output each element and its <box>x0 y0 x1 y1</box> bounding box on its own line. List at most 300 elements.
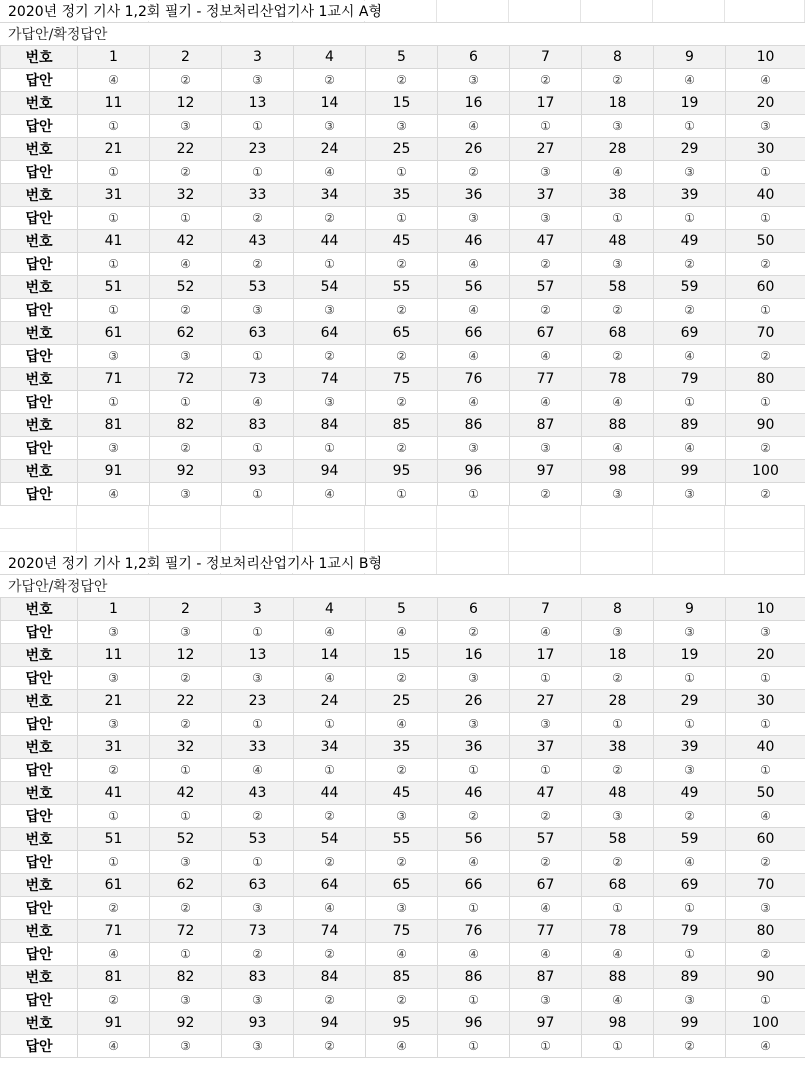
question-number-cell[interactable]: 7 <box>510 46 582 69</box>
number-row-label[interactable]: 번호 <box>1 1012 78 1035</box>
answer-cell[interactable]: ④ <box>294 897 366 920</box>
answer-cell[interactable]: ① <box>150 943 222 966</box>
question-number-cell[interactable]: 41 <box>78 782 150 805</box>
question-number-cell[interactable]: 6 <box>438 46 510 69</box>
question-number-cell[interactable]: 88 <box>582 966 654 989</box>
question-number-cell[interactable]: 25 <box>366 138 438 161</box>
answer-cell[interactable]: ① <box>438 897 510 920</box>
answer-cell[interactable]: ① <box>726 713 805 736</box>
number-row-label[interactable]: 번호 <box>1 46 78 69</box>
question-number-cell[interactable]: 94 <box>294 460 366 483</box>
answer-cell[interactable]: ② <box>366 989 438 1012</box>
question-number-cell[interactable]: 83 <box>222 966 294 989</box>
question-number-cell[interactable]: 51 <box>78 276 150 299</box>
question-number-cell[interactable]: 34 <box>294 184 366 207</box>
question-number-cell[interactable]: 65 <box>366 322 438 345</box>
question-number-cell[interactable]: 53 <box>222 276 294 299</box>
answer-cell[interactable]: ① <box>150 759 222 782</box>
question-number-cell[interactable]: 63 <box>222 874 294 897</box>
answer-cell[interactable]: ③ <box>150 621 222 644</box>
answer-cell[interactable]: ① <box>78 115 150 138</box>
question-number-cell[interactable]: 95 <box>366 460 438 483</box>
number-row-label[interactable]: 번호 <box>1 138 78 161</box>
question-number-cell[interactable]: 16 <box>438 92 510 115</box>
question-number-cell[interactable]: 87 <box>510 414 582 437</box>
question-number-cell[interactable]: 88 <box>582 414 654 437</box>
question-number-cell[interactable]: 21 <box>78 138 150 161</box>
answer-cell[interactable]: ④ <box>582 437 654 460</box>
answer-row-label[interactable]: 답안 <box>1 115 78 138</box>
answer-cell[interactable]: ④ <box>222 759 294 782</box>
answer-cell[interactable]: ③ <box>150 989 222 1012</box>
question-number-cell[interactable]: 69 <box>654 322 726 345</box>
answer-cell[interactable]: ② <box>438 621 510 644</box>
answer-cell[interactable]: ④ <box>654 69 726 92</box>
answer-cell[interactable]: ④ <box>438 851 510 874</box>
question-number-cell[interactable]: 64 <box>294 874 366 897</box>
question-number-cell[interactable]: 54 <box>294 276 366 299</box>
question-number-cell[interactable]: 38 <box>582 736 654 759</box>
answer-cell[interactable]: ① <box>510 1035 582 1058</box>
question-number-cell[interactable]: 99 <box>654 460 726 483</box>
answer-cell[interactable]: ③ <box>582 805 654 828</box>
question-number-cell[interactable]: 28 <box>582 690 654 713</box>
question-number-cell[interactable]: 8 <box>582 46 654 69</box>
answer-cell[interactable]: ② <box>150 69 222 92</box>
answer-cell[interactable]: ② <box>294 345 366 368</box>
question-number-cell[interactable]: 26 <box>438 690 510 713</box>
question-number-cell[interactable]: 59 <box>654 828 726 851</box>
question-number-cell[interactable]: 10 <box>726 598 805 621</box>
question-number-cell[interactable]: 61 <box>78 322 150 345</box>
answer-cell[interactable]: ② <box>654 299 726 322</box>
question-number-cell[interactable]: 18 <box>582 644 654 667</box>
question-number-cell[interactable]: 98 <box>582 460 654 483</box>
answer-cell[interactable]: ① <box>222 483 294 506</box>
question-number-cell[interactable]: 39 <box>654 184 726 207</box>
answer-row-label[interactable]: 답안 <box>1 759 78 782</box>
question-number-cell[interactable]: 76 <box>438 368 510 391</box>
question-number-cell[interactable]: 51 <box>78 828 150 851</box>
answer-cell[interactable]: ① <box>510 115 582 138</box>
question-number-cell[interactable]: 78 <box>582 368 654 391</box>
question-number-cell[interactable]: 57 <box>510 828 582 851</box>
number-row-label[interactable]: 번호 <box>1 874 78 897</box>
answer-cell[interactable]: ② <box>294 69 366 92</box>
question-number-cell[interactable]: 82 <box>150 966 222 989</box>
answer-row-label[interactable]: 답안 <box>1 207 78 230</box>
question-number-cell[interactable]: 21 <box>78 690 150 713</box>
answer-cell[interactable]: ③ <box>654 621 726 644</box>
answer-cell[interactable]: ② <box>510 69 582 92</box>
question-number-cell[interactable]: 9 <box>654 598 726 621</box>
question-number-cell[interactable]: 68 <box>582 322 654 345</box>
answer-row-label[interactable]: 답안 <box>1 345 78 368</box>
answer-cell[interactable]: ① <box>150 391 222 414</box>
question-number-cell[interactable]: 36 <box>438 184 510 207</box>
answer-cell[interactable]: ① <box>726 391 805 414</box>
question-number-cell[interactable]: 19 <box>654 92 726 115</box>
question-number-cell[interactable]: 60 <box>726 276 805 299</box>
answer-cell[interactable]: ② <box>366 667 438 690</box>
question-number-cell[interactable]: 11 <box>78 644 150 667</box>
answer-cell[interactable]: ④ <box>726 805 805 828</box>
question-number-cell[interactable]: 89 <box>654 414 726 437</box>
answer-cell[interactable]: ④ <box>366 621 438 644</box>
answer-cell[interactable]: ① <box>366 207 438 230</box>
question-number-cell[interactable]: 84 <box>294 414 366 437</box>
answer-cell[interactable]: ③ <box>582 115 654 138</box>
question-number-cell[interactable]: 37 <box>510 184 582 207</box>
question-number-cell[interactable]: 71 <box>78 368 150 391</box>
question-number-cell[interactable]: 27 <box>510 138 582 161</box>
question-number-cell[interactable]: 93 <box>222 460 294 483</box>
answer-cell[interactable]: ③ <box>510 161 582 184</box>
answer-cell[interactable]: ① <box>294 437 366 460</box>
question-number-cell[interactable]: 80 <box>726 368 805 391</box>
answer-cell[interactable]: ② <box>150 437 222 460</box>
number-row-label[interactable]: 번호 <box>1 368 78 391</box>
answer-cell[interactable]: ③ <box>150 115 222 138</box>
question-number-cell[interactable]: 23 <box>222 138 294 161</box>
question-number-cell[interactable]: 33 <box>222 184 294 207</box>
question-number-cell[interactable]: 85 <box>366 966 438 989</box>
answer-cell[interactable]: ② <box>366 345 438 368</box>
question-number-cell[interactable]: 56 <box>438 828 510 851</box>
answer-cell[interactable]: ① <box>438 483 510 506</box>
answer-cell[interactable]: ② <box>726 851 805 874</box>
question-number-cell[interactable]: 5 <box>366 598 438 621</box>
answer-cell[interactable]: ③ <box>438 69 510 92</box>
question-number-cell[interactable]: 43 <box>222 230 294 253</box>
answer-cell[interactable]: ② <box>438 805 510 828</box>
answer-cell[interactable]: ① <box>654 207 726 230</box>
answer-cell[interactable]: ③ <box>78 667 150 690</box>
question-number-cell[interactable]: 80 <box>726 920 805 943</box>
number-row-label[interactable]: 번호 <box>1 414 78 437</box>
answer-cell[interactable]: ③ <box>654 759 726 782</box>
answer-cell[interactable]: ① <box>654 667 726 690</box>
question-number-cell[interactable]: 2 <box>150 598 222 621</box>
question-number-cell[interactable]: 85 <box>366 414 438 437</box>
answer-cell[interactable]: ③ <box>150 851 222 874</box>
question-number-cell[interactable]: 48 <box>582 782 654 805</box>
answer-cell[interactable]: ② <box>294 1035 366 1058</box>
answer-cell[interactable]: ① <box>654 391 726 414</box>
question-number-cell[interactable]: 41 <box>78 230 150 253</box>
answer-row-label[interactable]: 답안 <box>1 437 78 460</box>
answer-cell[interactable]: ④ <box>510 345 582 368</box>
answer-cell[interactable]: ④ <box>582 989 654 1012</box>
question-number-cell[interactable]: 11 <box>78 92 150 115</box>
number-row-label[interactable]: 번호 <box>1 828 78 851</box>
question-number-cell[interactable]: 83 <box>222 414 294 437</box>
question-number-cell[interactable]: 96 <box>438 1012 510 1035</box>
answer-row-label[interactable]: 답안 <box>1 483 78 506</box>
question-number-cell[interactable]: 35 <box>366 184 438 207</box>
question-number-cell[interactable]: 96 <box>438 460 510 483</box>
answer-cell[interactable]: ① <box>222 851 294 874</box>
question-number-cell[interactable]: 57 <box>510 276 582 299</box>
answer-cell[interactable]: ② <box>78 759 150 782</box>
question-number-cell[interactable]: 97 <box>510 460 582 483</box>
question-number-cell[interactable]: 95 <box>366 1012 438 1035</box>
answer-cell[interactable]: ② <box>582 69 654 92</box>
question-number-cell[interactable]: 63 <box>222 322 294 345</box>
answer-cell[interactable]: ④ <box>438 115 510 138</box>
answer-cell[interactable]: ① <box>582 207 654 230</box>
answer-cell[interactable]: ④ <box>438 943 510 966</box>
question-number-cell[interactable]: 22 <box>150 690 222 713</box>
answer-cell[interactable]: ③ <box>78 621 150 644</box>
question-number-cell[interactable]: 12 <box>150 92 222 115</box>
question-number-cell[interactable]: 48 <box>582 230 654 253</box>
question-number-cell[interactable]: 89 <box>654 966 726 989</box>
answer-cell[interactable]: ④ <box>654 437 726 460</box>
question-number-cell[interactable]: 72 <box>150 920 222 943</box>
answer-cell[interactable]: ③ <box>78 713 150 736</box>
answer-cell[interactable]: ① <box>78 805 150 828</box>
answer-cell[interactable]: ④ <box>582 391 654 414</box>
number-row-label[interactable]: 번호 <box>1 230 78 253</box>
question-number-cell[interactable]: 100 <box>726 460 805 483</box>
question-number-cell[interactable]: 30 <box>726 690 805 713</box>
answer-cell[interactable]: ③ <box>510 989 582 1012</box>
question-number-cell[interactable]: 31 <box>78 184 150 207</box>
question-number-cell[interactable]: 46 <box>438 230 510 253</box>
question-number-cell[interactable]: 92 <box>150 460 222 483</box>
answer-cell[interactable]: ① <box>78 299 150 322</box>
question-number-cell[interactable]: 94 <box>294 1012 366 1035</box>
question-number-cell[interactable]: 7 <box>510 598 582 621</box>
answer-cell[interactable]: ④ <box>366 1035 438 1058</box>
answer-cell[interactable]: ③ <box>726 115 805 138</box>
answer-cell[interactable]: ① <box>726 989 805 1012</box>
question-number-cell[interactable]: 86 <box>438 414 510 437</box>
answer-cell[interactable]: ② <box>726 943 805 966</box>
answer-cell[interactable]: ① <box>726 759 805 782</box>
answer-cell[interactable]: ① <box>222 437 294 460</box>
number-row-label[interactable]: 번호 <box>1 920 78 943</box>
answer-cell[interactable]: ③ <box>222 1035 294 1058</box>
question-number-cell[interactable]: 77 <box>510 920 582 943</box>
answer-cell[interactable]: ② <box>366 299 438 322</box>
answer-cell[interactable]: ④ <box>582 161 654 184</box>
question-number-cell[interactable]: 5 <box>366 46 438 69</box>
answer-cell[interactable]: ③ <box>726 621 805 644</box>
question-number-cell[interactable]: 12 <box>150 644 222 667</box>
answer-cell[interactable]: ① <box>222 345 294 368</box>
question-number-cell[interactable]: 40 <box>726 184 805 207</box>
answer-cell[interactable]: ④ <box>294 621 366 644</box>
question-number-cell[interactable]: 77 <box>510 368 582 391</box>
answer-cell[interactable]: ② <box>222 253 294 276</box>
question-number-cell[interactable]: 31 <box>78 736 150 759</box>
answer-cell[interactable]: ① <box>510 759 582 782</box>
answer-cell[interactable]: ① <box>222 713 294 736</box>
answer-cell[interactable]: ④ <box>78 483 150 506</box>
answer-row-label[interactable]: 답안 <box>1 989 78 1012</box>
answer-cell[interactable]: ③ <box>438 437 510 460</box>
question-number-cell[interactable]: 19 <box>654 644 726 667</box>
answer-cell[interactable]: ② <box>222 943 294 966</box>
question-number-cell[interactable]: 66 <box>438 874 510 897</box>
question-number-cell[interactable]: 24 <box>294 690 366 713</box>
answer-cell[interactable]: ① <box>78 253 150 276</box>
answer-cell[interactable]: ② <box>510 851 582 874</box>
question-number-cell[interactable]: 32 <box>150 184 222 207</box>
question-number-cell[interactable]: 69 <box>654 874 726 897</box>
question-number-cell[interactable]: 40 <box>726 736 805 759</box>
number-row-label[interactable]: 번호 <box>1 690 78 713</box>
question-number-cell[interactable]: 68 <box>582 874 654 897</box>
answer-cell[interactable]: ② <box>150 299 222 322</box>
answer-cell[interactable]: ② <box>294 805 366 828</box>
answer-cell[interactable]: ③ <box>222 667 294 690</box>
answer-cell[interactable]: ④ <box>510 943 582 966</box>
answer-cell[interactable]: ④ <box>582 943 654 966</box>
answer-cell[interactable]: ④ <box>726 1035 805 1058</box>
answer-cell[interactable]: ② <box>366 759 438 782</box>
number-row-label[interactable]: 번호 <box>1 460 78 483</box>
answer-cell[interactable]: ④ <box>294 483 366 506</box>
answer-cell[interactable]: ① <box>654 713 726 736</box>
question-number-cell[interactable]: 78 <box>582 920 654 943</box>
answer-cell[interactable]: ① <box>726 161 805 184</box>
question-number-cell[interactable]: 62 <box>150 322 222 345</box>
answer-cell[interactable]: ② <box>222 207 294 230</box>
answer-cell[interactable]: ③ <box>366 115 438 138</box>
answer-cell[interactable]: ② <box>510 805 582 828</box>
answer-cell[interactable]: ① <box>654 897 726 920</box>
question-number-cell[interactable]: 24 <box>294 138 366 161</box>
question-number-cell[interactable]: 37 <box>510 736 582 759</box>
question-number-cell[interactable]: 74 <box>294 368 366 391</box>
question-number-cell[interactable]: 67 <box>510 322 582 345</box>
answer-cell[interactable]: ③ <box>222 69 294 92</box>
answer-cell[interactable]: ③ <box>366 805 438 828</box>
answer-cell[interactable]: ④ <box>78 69 150 92</box>
answer-cell[interactable]: ② <box>582 299 654 322</box>
answer-row-label[interactable]: 답안 <box>1 253 78 276</box>
question-number-cell[interactable]: 70 <box>726 874 805 897</box>
answer-cell[interactable]: ② <box>510 299 582 322</box>
question-number-cell[interactable]: 55 <box>366 828 438 851</box>
question-number-cell[interactable]: 15 <box>366 92 438 115</box>
question-number-cell[interactable]: 44 <box>294 782 366 805</box>
question-number-cell[interactable]: 54 <box>294 828 366 851</box>
answer-cell[interactable]: ① <box>150 207 222 230</box>
answer-cell[interactable]: ③ <box>654 161 726 184</box>
answer-cell[interactable]: ③ <box>726 897 805 920</box>
question-number-cell[interactable]: 42 <box>150 230 222 253</box>
answer-cell[interactable]: ① <box>222 621 294 644</box>
answer-cell[interactable]: ③ <box>510 713 582 736</box>
question-number-cell[interactable]: 39 <box>654 736 726 759</box>
question-number-cell[interactable]: 2 <box>150 46 222 69</box>
answer-cell[interactable]: ② <box>150 897 222 920</box>
question-number-cell[interactable]: 98 <box>582 1012 654 1035</box>
answer-cell[interactable]: ③ <box>366 897 438 920</box>
question-number-cell[interactable]: 52 <box>150 276 222 299</box>
question-number-cell[interactable]: 79 <box>654 368 726 391</box>
question-number-cell[interactable]: 25 <box>366 690 438 713</box>
question-number-cell[interactable]: 23 <box>222 690 294 713</box>
answer-cell[interactable]: ④ <box>438 391 510 414</box>
answer-cell[interactable]: ② <box>294 943 366 966</box>
answer-cell[interactable]: ② <box>726 483 805 506</box>
answer-cell[interactable]: ④ <box>150 253 222 276</box>
answer-cell[interactable]: ④ <box>726 69 805 92</box>
answer-cell[interactable]: ① <box>726 299 805 322</box>
question-number-cell[interactable]: 49 <box>654 782 726 805</box>
answer-cell[interactable]: ① <box>654 115 726 138</box>
answer-cell[interactable]: ① <box>222 161 294 184</box>
question-number-cell[interactable]: 58 <box>582 276 654 299</box>
question-number-cell[interactable]: 6 <box>438 598 510 621</box>
answer-cell[interactable]: ③ <box>222 989 294 1012</box>
question-number-cell[interactable]: 81 <box>78 966 150 989</box>
question-number-cell[interactable]: 43 <box>222 782 294 805</box>
question-number-cell[interactable]: 62 <box>150 874 222 897</box>
question-number-cell[interactable]: 55 <box>366 276 438 299</box>
answer-cell[interactable]: ① <box>78 207 150 230</box>
answer-cell[interactable]: ② <box>654 1035 726 1058</box>
question-number-cell[interactable]: 56 <box>438 276 510 299</box>
number-row-label[interactable]: 번호 <box>1 184 78 207</box>
question-number-cell[interactable]: 82 <box>150 414 222 437</box>
answer-cell[interactable]: ④ <box>294 667 366 690</box>
answer-cell[interactable]: ① <box>582 713 654 736</box>
question-number-cell[interactable]: 73 <box>222 920 294 943</box>
question-number-cell[interactable]: 27 <box>510 690 582 713</box>
answer-row-label[interactable]: 답안 <box>1 851 78 874</box>
question-number-cell[interactable]: 50 <box>726 782 805 805</box>
answer-cell[interactable]: ② <box>654 805 726 828</box>
question-number-cell[interactable]: 44 <box>294 230 366 253</box>
question-number-cell[interactable]: 61 <box>78 874 150 897</box>
answer-cell[interactable]: ④ <box>654 851 726 874</box>
question-number-cell[interactable]: 86 <box>438 966 510 989</box>
answer-row-label[interactable]: 답안 <box>1 299 78 322</box>
question-number-cell[interactable]: 30 <box>726 138 805 161</box>
question-number-cell[interactable]: 35 <box>366 736 438 759</box>
question-number-cell[interactable]: 53 <box>222 828 294 851</box>
question-number-cell[interactable]: 92 <box>150 1012 222 1035</box>
answer-cell[interactable]: ① <box>150 805 222 828</box>
question-number-cell[interactable]: 13 <box>222 92 294 115</box>
answer-cell[interactable]: ① <box>366 161 438 184</box>
answer-cell[interactable]: ② <box>366 253 438 276</box>
question-number-cell[interactable]: 90 <box>726 414 805 437</box>
question-number-cell[interactable]: 29 <box>654 138 726 161</box>
answer-cell[interactable]: ④ <box>366 943 438 966</box>
answer-cell[interactable]: ④ <box>510 621 582 644</box>
answer-row-label[interactable]: 답안 <box>1 621 78 644</box>
answer-cell[interactable]: ③ <box>150 1035 222 1058</box>
question-number-cell[interactable]: 29 <box>654 690 726 713</box>
question-number-cell[interactable]: 3 <box>222 46 294 69</box>
question-number-cell[interactable]: 28 <box>582 138 654 161</box>
question-number-cell[interactable]: 87 <box>510 966 582 989</box>
question-number-cell[interactable]: 13 <box>222 644 294 667</box>
answer-cell[interactable]: ② <box>726 437 805 460</box>
answer-cell[interactable]: ④ <box>366 713 438 736</box>
question-number-cell[interactable]: 20 <box>726 92 805 115</box>
question-number-cell[interactable]: 17 <box>510 644 582 667</box>
question-number-cell[interactable]: 8 <box>582 598 654 621</box>
answer-cell[interactable]: ② <box>366 69 438 92</box>
